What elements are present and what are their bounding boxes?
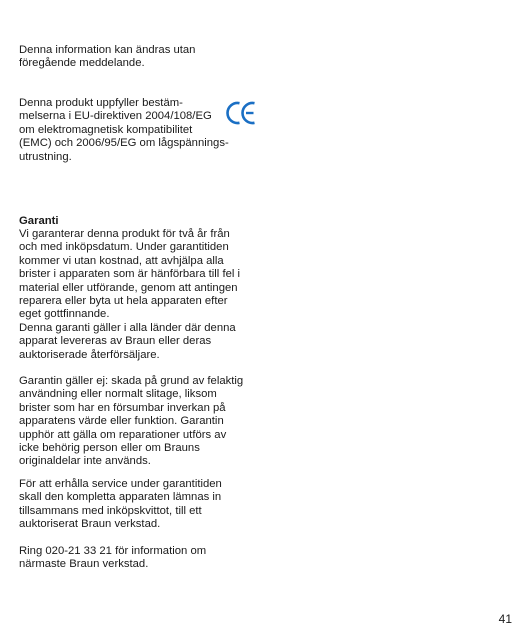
ce-mark-icon (226, 100, 258, 126)
guarantee-heading: Garanti (19, 215, 59, 227)
page-number: 41 (498, 612, 512, 626)
guarantee-paragraph: Vi garanterar denna produkt för två år från och med inköpsdatum. Under garantitiden kommer vi utan kostnad, att avhjälpa alla brister i apparaten som är hänförbara till fel i material eller utförande, genom att antingen reparera eller byta ut hela apparaten efter eget gottfinnande. Denna garanti gäller i alla länder där denna apparat levereras av Braun eller deras auktoriserade återförsäljare. (19, 228, 241, 361)
exclusions-paragraph: Garantin gäller ej: skada på grund av felaktig användning eller normalt slitage, liksom brister som har en försumbar inverkan på apparatens värde eller funktion. Garantin upphör att gälla om reparationer utförs av icke behörig person eller om Brauns originaldelar inte används. (19, 375, 244, 468)
conformity-paragraph: Denna produkt uppfyller bestäm- melserna i EU-direktiven 2004/108/EG om elektromagnetisk kompatibilitet (EMC) och 2006/95/EG om lågspännings- utrustning. (19, 97, 229, 163)
notice-paragraph: Denna information kan ändras utan föregående meddelande. (19, 44, 196, 70)
service-paragraph: För att erhålla service under garantitiden skall den kompletta apparaten lämnas in tillsammans med inköpskvittot, till ett auktoriserat Braun verkstad. (19, 478, 222, 531)
contact-paragraph: Ring 020-21 33 21 för information om närmaste Braun verkstad. (19, 545, 207, 571)
